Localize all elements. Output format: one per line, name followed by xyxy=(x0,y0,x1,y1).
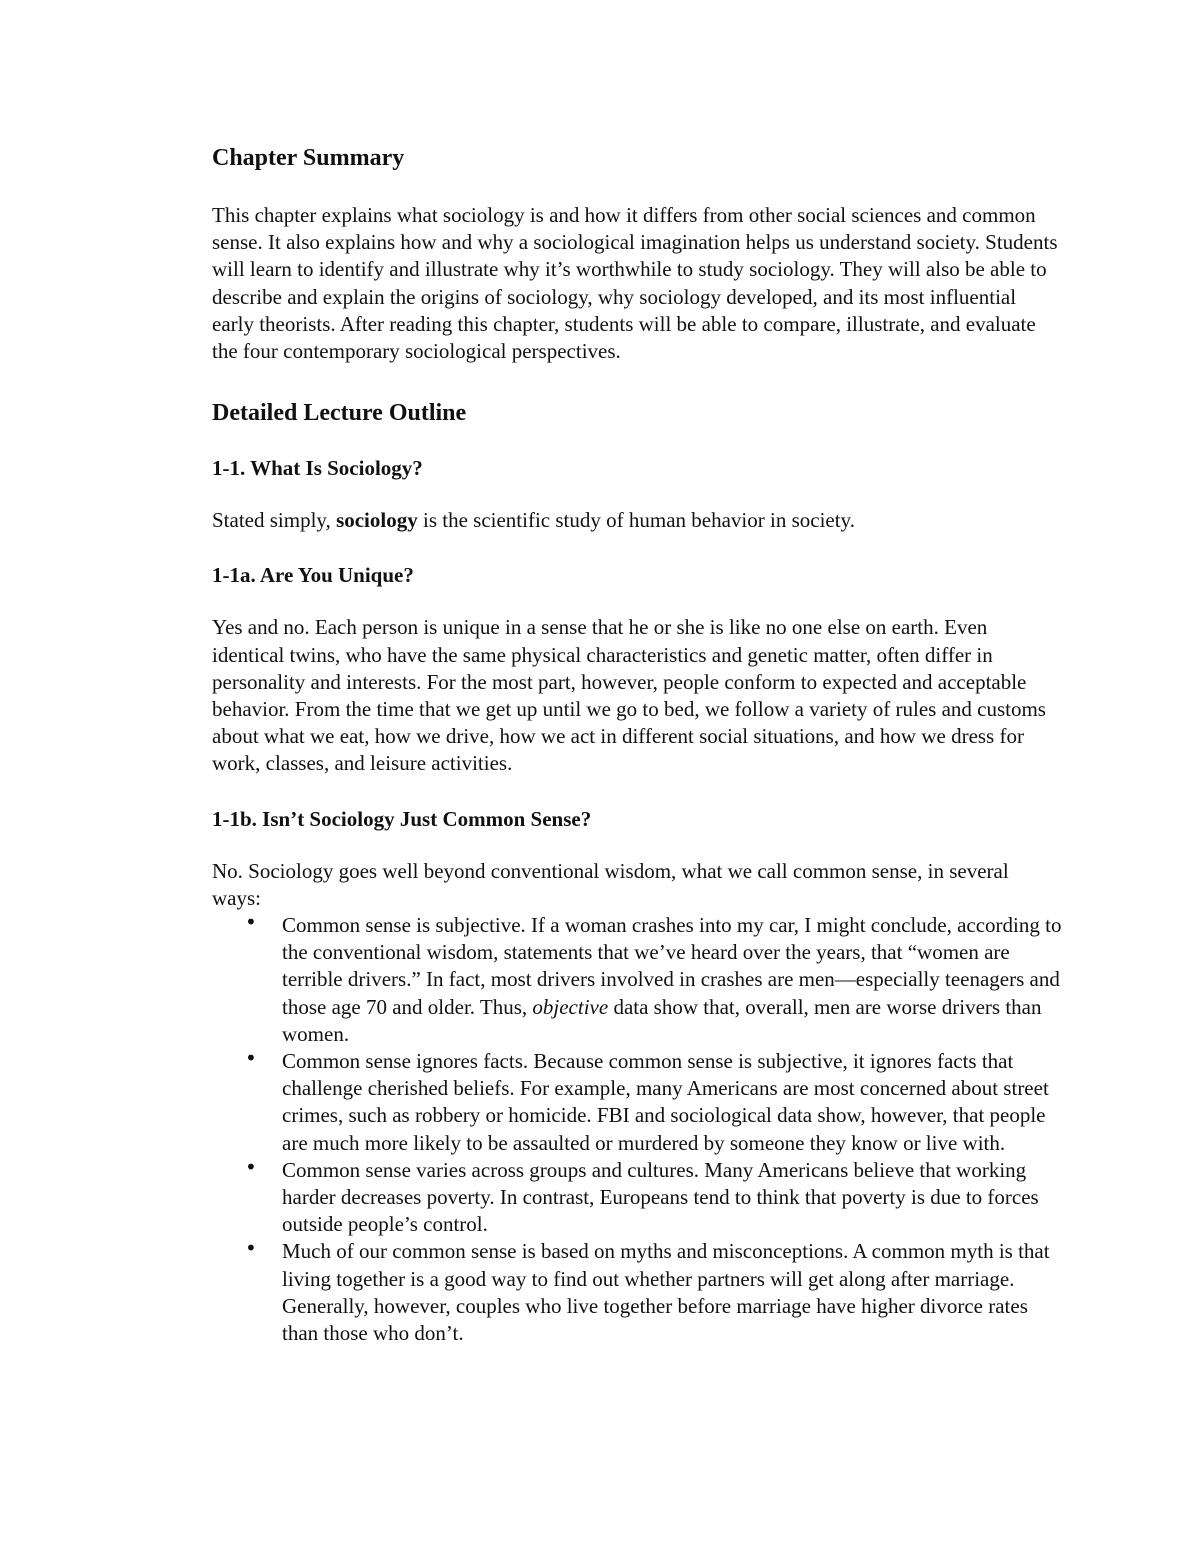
definition-text-before: Stated simply, xyxy=(212,508,337,533)
section-heading-1-1: 1-1. What Is Sociology? xyxy=(212,456,423,481)
list-item xyxy=(212,1154,1062,1239)
bullet-icon: • xyxy=(245,1236,257,1261)
list-item xyxy=(212,912,1062,1048)
bullet-icon: • xyxy=(245,1154,257,1179)
chapter-summary-heading: Chapter Summary xyxy=(212,145,405,171)
objective-emphasis: objective xyxy=(532,994,609,1019)
common-sense-intro-paragraph: No. Sociology goes well beyond conventional wisdom, what we call common sense, in several ways: xyxy=(212,858,1009,910)
list-item xyxy=(212,1048,1062,1157)
lecture-outline-heading: Detailed Lecture Outline xyxy=(212,400,467,427)
bullet-icon: • xyxy=(245,1046,257,1071)
bullet-text: Common sense varies across groups and cultures. Many Americans believe that working harder decreases poverty. In contrast, Europeans tend to think that poverty is due to forces outside people’s control. xyxy=(282,1157,1039,1237)
bullet-text-after: data show that, overall, men are worse drivers than women. xyxy=(282,994,1042,1046)
bullet-text: Common sense ignores facts. Because common sense is subjective, it ignores facts that challenge cherished beliefs. For example, many Americans are most concerned about street crimes, such as robbery or homicide. FBI and sociological data show, however, that people are much more likely to be assaulted or murdered by someone they know or live with. xyxy=(282,1049,1049,1155)
section-heading-1-1a: 1-1a. Are You Unique? xyxy=(212,563,414,588)
bullet-icon: • xyxy=(245,910,257,935)
chapter-summary-paragraph: This chapter explains what sociology is and how it differs from other social sciences and common sense. It also explains how and why a sociological imagination helps us understand society. Students will learn to identify and illustrate why it’s worthwhile to study sociology. They will also be able to describe and explain the origins of sociology, why sociology developed, and its most influential early theorists. After reading this chapter, students will be able to compare, illustrate, and evaluate the four contemporary sociological perspectives. xyxy=(212,203,1058,364)
common-sense-bullet-list xyxy=(212,912,1062,1347)
section-heading-1-1b: 1-1b. Isn’t Sociology Just Common Sense? xyxy=(212,806,592,831)
definition-text-after: is the scientific study of human behavior in society. xyxy=(417,508,855,533)
document-page xyxy=(212,140,1062,1347)
sociology-term: sociology xyxy=(336,508,418,533)
bullet-text-before: Common sense is subjective. If a woman crashes into my car, I might conclude, according to the conventional wisdom, statements that we’ve heard over the years, that “women are terrible drivers.” In fact, most drivers involved in crashes are men—especially teenagers and those age 70 and older. Thus, xyxy=(282,913,1062,1019)
are-you-unique-paragraph: Yes and no. Each person is unique in a sense that he or she is like no one else on earth. Even identical twins, who have the same physical characteristics and genetic matter, often differ in personality and interests. For the most part, however, people conform to expected and acceptable behavior. From the time that we get up until we go to bed, we follow a variety of rules and customs about what we eat, how we drive, how we act in different social situations, and how we dress for work, classes, and leisure activities. xyxy=(212,615,1046,776)
bullet-text: Much of our common sense is based on myths and misconceptions. A common myth is that living together is a good way to find out whether partners will get along after marriage. Generally, however, couples who live together before marriage have higher divorce rates than those who don’t. xyxy=(282,1239,1050,1346)
sociology-definition-paragraph xyxy=(212,507,1062,534)
list-item xyxy=(212,1238,1062,1347)
